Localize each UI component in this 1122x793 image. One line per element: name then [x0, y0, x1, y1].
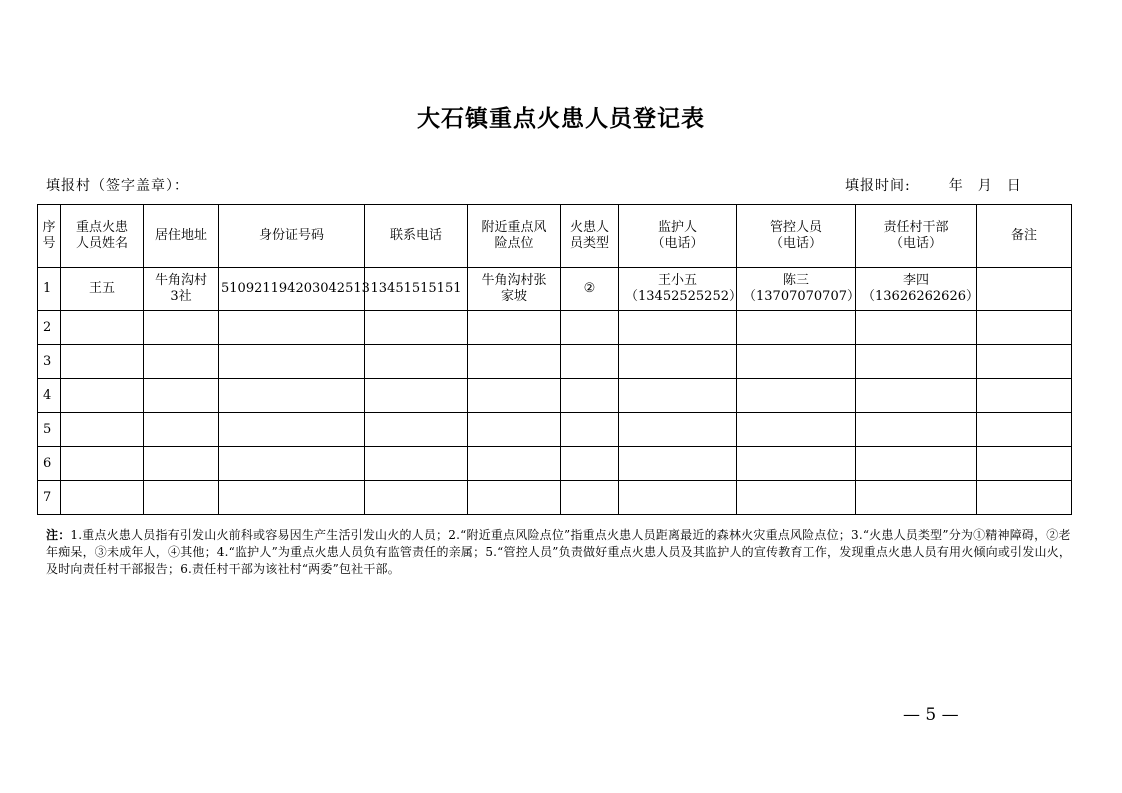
fill-village-label: 填报村（签字盖章）：: [46, 178, 189, 194]
cell-type: [561, 413, 619, 447]
table-row: [38, 413, 1072, 447]
cell-name: [61, 345, 144, 379]
footnote-text: 1.重点火患人员指有引发山火前科或容易因生产生活引发山火的人员；2.“附近重点风险点位”指重点火患人员距离最近的森林火灾重点风险点位；3.“火患人员类型”分为①精神障碍，②老年痴呆，③未成年人，④其他；4.“监护人”为重点火患人员负有监管责任的亲属；5.“管控人员”负责做好重点火患人员及其监护人的宣传教育工作，发现重点火患人员有用火倾向或引发山火，及时向责任村干部报告；6.责任村干部为该社村“两委”包社干部。: [46, 528, 1072, 576]
date-day: 日: [1006, 178, 1022, 194]
cell-type: ②: [561, 268, 619, 311]
cell-controller: [737, 481, 856, 515]
cell-cadre: [856, 311, 977, 345]
cell-name: [61, 447, 144, 481]
page-number: — 5 —: [903, 705, 959, 725]
cell-risk-point: [468, 345, 561, 379]
header-id-number: 身份证号码: [219, 205, 365, 268]
cell-guardian: [619, 413, 737, 447]
header-controller: 管控人员（电话）: [737, 205, 856, 268]
cell-risk-point: [468, 379, 561, 413]
cell-controller: 陈三（13707070707）: [737, 268, 856, 311]
cell-cadre: [856, 379, 977, 413]
cell-seq: 4: [38, 379, 61, 413]
header-type: 火患人员类型: [561, 205, 619, 268]
cell-address: [144, 413, 219, 447]
cell-risk-point: [468, 447, 561, 481]
table-row: [38, 447, 1072, 481]
registration-table: [37, 204, 1072, 515]
cell-id-number: [219, 481, 365, 515]
cell-cadre: [856, 413, 977, 447]
fill-time-block: [845, 175, 1022, 195]
cell-address: [144, 345, 219, 379]
cell-remark: [977, 311, 1072, 345]
cell-seq: 1: [38, 268, 61, 311]
cell-address: [144, 379, 219, 413]
table-row: [38, 268, 1072, 311]
cell-address: 牛角沟村3社: [144, 268, 219, 311]
table-header-row: [38, 205, 1072, 268]
table-row: [38, 311, 1072, 345]
cell-seq: 6: [38, 447, 61, 481]
cell-guardian: [619, 311, 737, 345]
cell-cadre: [856, 481, 977, 515]
header-risk-point: 附近重点风险点位: [468, 205, 561, 268]
header-name: 重点火患人员姓名: [61, 205, 144, 268]
cell-controller: [737, 379, 856, 413]
cell-risk-point: [468, 481, 561, 515]
header-address: 居住地址: [144, 205, 219, 268]
cell-seq: 5: [38, 413, 61, 447]
cell-id-number: [219, 447, 365, 481]
cell-phone: 13451515151: [365, 268, 468, 311]
cell-id-number: [219, 345, 365, 379]
cell-phone: [365, 481, 468, 515]
cell-address: [144, 447, 219, 481]
cell-guardian: [619, 447, 737, 481]
footnote-label: 注：: [46, 528, 71, 542]
cell-controller: [737, 345, 856, 379]
date-year: 年: [948, 178, 964, 194]
cell-cadre: 李四（13626262626）: [856, 268, 977, 311]
cell-risk-point: [468, 311, 561, 345]
cell-name: [61, 481, 144, 515]
cell-address: [144, 311, 219, 345]
cell-id-number: 510921194203042513: [219, 268, 365, 311]
cell-remark: [977, 481, 1072, 515]
cell-risk-point: [468, 413, 561, 447]
cell-risk-point: 牛角沟村张家坡: [468, 268, 561, 311]
cell-phone: [365, 311, 468, 345]
cell-name: [61, 311, 144, 345]
cell-type: [561, 345, 619, 379]
cell-cadre: [856, 345, 977, 379]
cell-controller: [737, 413, 856, 447]
header-seq: 序号: [38, 205, 61, 268]
cell-guardian: [619, 345, 737, 379]
cell-name: 王五: [61, 268, 144, 311]
cell-guardian: [619, 481, 737, 515]
header-remark: 备注: [977, 205, 1072, 268]
cell-id-number: [219, 413, 365, 447]
table-row: [38, 345, 1072, 379]
header-phone: 联系电话: [365, 205, 468, 268]
header-guardian: 监护人（电话）: [619, 205, 737, 268]
cell-remark: [977, 345, 1072, 379]
table-row: [38, 481, 1072, 515]
cell-remark: [977, 447, 1072, 481]
cell-controller: [737, 311, 856, 345]
cell-type: [561, 379, 619, 413]
cell-cadre: [856, 447, 977, 481]
page-title: 大石镇重点火患人员登记表: [417, 105, 705, 132]
cell-phone: [365, 413, 468, 447]
fill-time-label: 填报时间:: [845, 178, 911, 194]
cell-name: [61, 379, 144, 413]
cell-phone: [365, 345, 468, 379]
cell-phone: [365, 447, 468, 481]
table-row: [38, 379, 1072, 413]
cell-seq: 3: [38, 345, 61, 379]
cell-controller: [737, 447, 856, 481]
cell-remark: [977, 379, 1072, 413]
cell-remark: [977, 268, 1072, 311]
cell-guardian: 王小五（13452525252）: [619, 268, 737, 311]
cell-seq: 2: [38, 311, 61, 345]
cell-type: [561, 447, 619, 481]
cell-remark: [977, 413, 1072, 447]
footnote: [46, 527, 1076, 578]
cell-type: [561, 481, 619, 515]
cell-id-number: [219, 311, 365, 345]
cell-phone: [365, 379, 468, 413]
cell-guardian: [619, 379, 737, 413]
cell-name: [61, 413, 144, 447]
cell-seq: 7: [38, 481, 61, 515]
cell-id-number: [219, 379, 365, 413]
date-month: 月: [977, 178, 993, 194]
cell-address: [144, 481, 219, 515]
cell-type: [561, 311, 619, 345]
header-cadre: 责任村干部（电话）: [856, 205, 977, 268]
